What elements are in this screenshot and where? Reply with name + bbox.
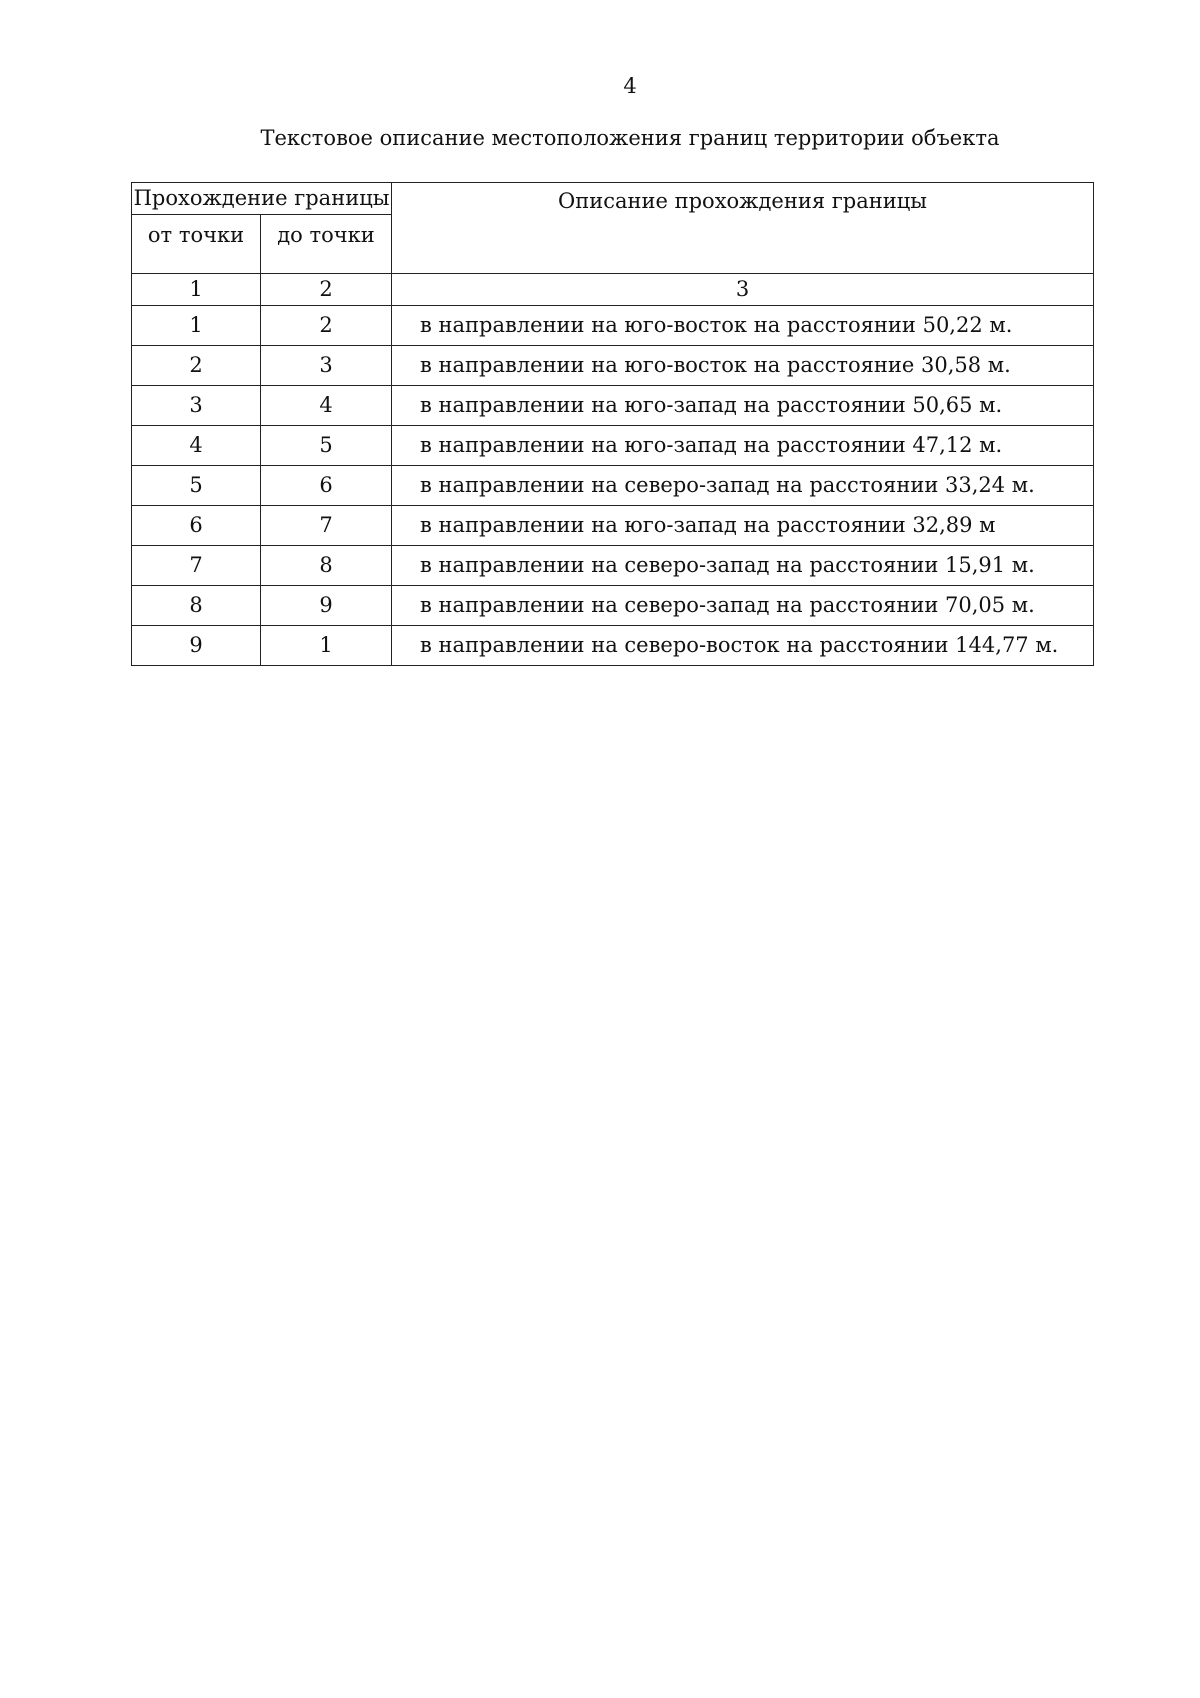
- description-cell: в направлении на северо-запад на расстоянии 33,24 м.: [392, 466, 1094, 506]
- description-cell: в направлении на северо-запад на расстоянии 70,05 м.: [392, 586, 1094, 626]
- page-number: 4: [623, 74, 637, 98]
- description-cell: в направлении на юго-восток на расстоянии 50,22 м.: [392, 306, 1094, 346]
- description-cell: в направлении на юго-запад на расстоянии 50,65 м.: [392, 386, 1094, 426]
- from-point-cell: 1: [132, 306, 261, 346]
- column-number: 3: [392, 274, 1094, 306]
- table-row: [132, 626, 1094, 666]
- to-point-cell: 7: [261, 506, 392, 546]
- from-point-cell: 6: [132, 506, 261, 546]
- to-point-cell: 1: [261, 626, 392, 666]
- boundary-description-table: [131, 182, 1094, 666]
- header-boundary-passage: Прохождение границы: [132, 183, 392, 215]
- header-from-point: от точки: [132, 215, 261, 274]
- table-row: [132, 426, 1094, 466]
- description-cell: в направлении на северо-запад на расстоянии 15,91 м.: [392, 546, 1094, 586]
- to-point-cell: 8: [261, 546, 392, 586]
- table-row: [132, 306, 1094, 346]
- description-cell: в направлении на юго-запад на расстоянии 32,89 м: [392, 506, 1094, 546]
- from-point-cell: 9: [132, 626, 261, 666]
- from-point-cell: 7: [132, 546, 261, 586]
- from-point-cell: 3: [132, 386, 261, 426]
- document-title: Текстовое описание местоположения границ территории объекта: [260, 126, 1000, 150]
- column-number-row: [132, 274, 1094, 306]
- to-point-cell: 3: [261, 346, 392, 386]
- to-point-cell: 9: [261, 586, 392, 626]
- table-row: [132, 346, 1094, 386]
- column-number: 2: [261, 274, 392, 306]
- table-row: [132, 546, 1094, 586]
- table-row: [132, 466, 1094, 506]
- from-point-cell: 4: [132, 426, 261, 466]
- to-point-cell: 5: [261, 426, 392, 466]
- header-description: Описание прохождения границы: [392, 183, 1094, 274]
- from-point-cell: 8: [132, 586, 261, 626]
- header-row-group: [132, 183, 1094, 215]
- column-number: 1: [132, 274, 261, 306]
- description-cell: в направлении на юго-восток на расстояние 30,58 м.: [392, 346, 1094, 386]
- to-point-cell: 6: [261, 466, 392, 506]
- description-cell: в направлении на северо-восток на расстоянии 144,77 м.: [392, 626, 1094, 666]
- description-cell: в направлении на юго-запад на расстоянии 47,12 м.: [392, 426, 1094, 466]
- to-point-cell: 2: [261, 306, 392, 346]
- to-point-cell: 4: [261, 386, 392, 426]
- table-row: [132, 586, 1094, 626]
- table-row: [132, 506, 1094, 546]
- from-point-cell: 5: [132, 466, 261, 506]
- table-row: [132, 386, 1094, 426]
- header-to-point: до точки: [261, 215, 392, 274]
- from-point-cell: 2: [132, 346, 261, 386]
